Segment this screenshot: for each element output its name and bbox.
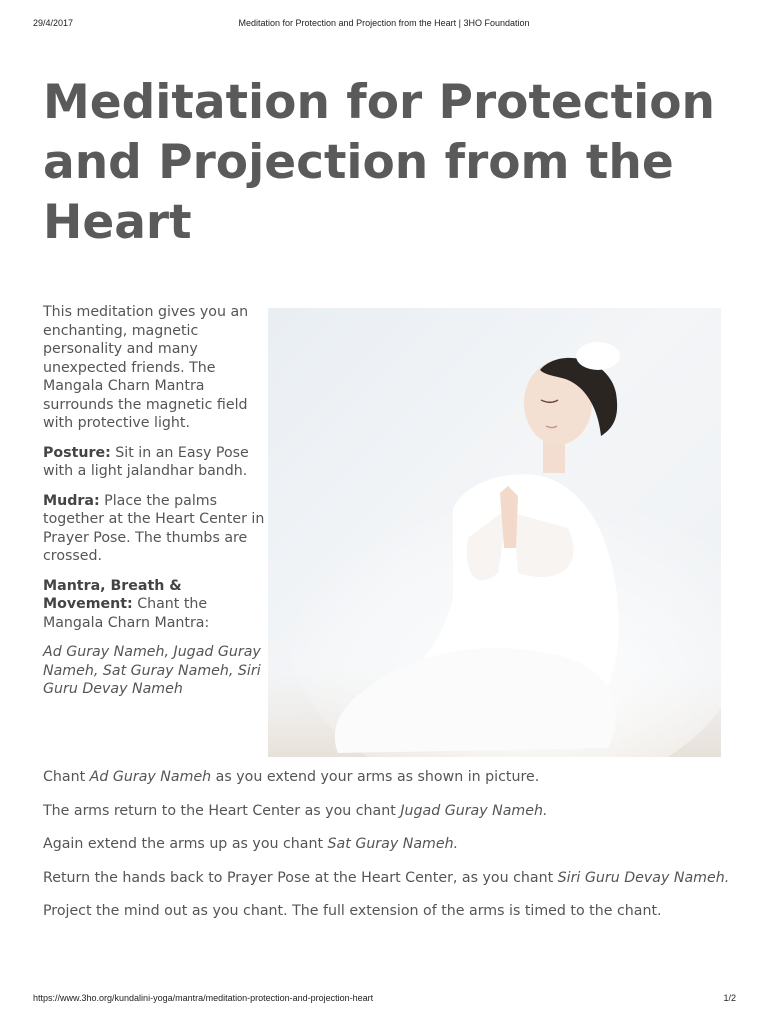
- instruction-4: [43, 869, 733, 888]
- instruction-1-mantra: Ad Guray Nameh: [89, 769, 212, 785]
- mantra-breath-paragraph: [43, 577, 265, 633]
- instruction-4-mantra: Siri Guru Devay Nameh.: [557, 869, 730, 886]
- print-date: 29/4/2017: [33, 18, 74, 28]
- posture-paragraph: [43, 444, 265, 481]
- page-title: Meditation for Protection and Projection from the Heart: [43, 75, 715, 250]
- print-header: [0, 18, 768, 32]
- page-number: 1/2: [723, 993, 736, 1003]
- instruction-3: [43, 835, 733, 854]
- meditation-photo: [268, 308, 721, 757]
- intro-column: [43, 303, 265, 710]
- mantra-breath-text: Chant the Mangala Charn Mantra:: [43, 596, 210, 631]
- mudra-text: Place the palms together at the Heart Center in Prayer Pose. The thumbs are crossed.: [43, 492, 265, 564]
- meditating-woman-illustration: [268, 308, 721, 757]
- print-footer: [0, 993, 768, 1007]
- mudra-paragraph: [43, 492, 265, 566]
- instruction-2-mantra: Jugad Guray Nameh.: [400, 802, 548, 819]
- print-page-title: Meditation for Protection and Projection from the Heart | 3HO Foundation: [238, 18, 530, 28]
- instruction-1-text: Chant: [43, 769, 90, 785]
- instruction-1-text-end: as you extend your arms as shown in picture.: [211, 769, 540, 785]
- posture-label: Posture:: [43, 444, 111, 461]
- print-url: https://www.3ho.org/kundalini-yoga/mantra/meditation-protection-and-projection-heart: [33, 993, 374, 1003]
- instruction-1: [43, 768, 733, 787]
- instruction-3-text: Again extend the arms up as you chant: [43, 836, 328, 852]
- instruction-5-text: Project the mind out as you chant. The full extension of the arms is timed to the chant.: [43, 903, 662, 919]
- instructions: [43, 768, 733, 936]
- posture-text: Sit in an Easy Pose with a light jalandhar bandh.: [43, 444, 249, 479]
- instruction-4-text: Return the hands back to Prayer Pose at the Heart Center, as you chant: [43, 869, 558, 886]
- mantra-text: Ad Guray Nameh, Jugad Guray Nameh, Sat Guray Nameh, Siri Guru Devay Nameh: [43, 644, 261, 697]
- instruction-2: [43, 802, 733, 821]
- mantra-breath-label: Mantra, Breath & Movement:: [43, 577, 182, 612]
- instruction-2-text: The arms return to the Heart Center as you chant: [43, 802, 401, 819]
- mudra-label: Mudra:: [43, 492, 100, 509]
- instruction-5: [43, 902, 733, 921]
- instruction-3-mantra: Sat Guray Nameh.: [327, 836, 459, 852]
- intro-paragraph: This meditation gives you an enchanting, magnetic personality and many unexpected friends. The Mangala Charn Mantra surrounds the magnetic field with protective light.: [43, 304, 249, 431]
